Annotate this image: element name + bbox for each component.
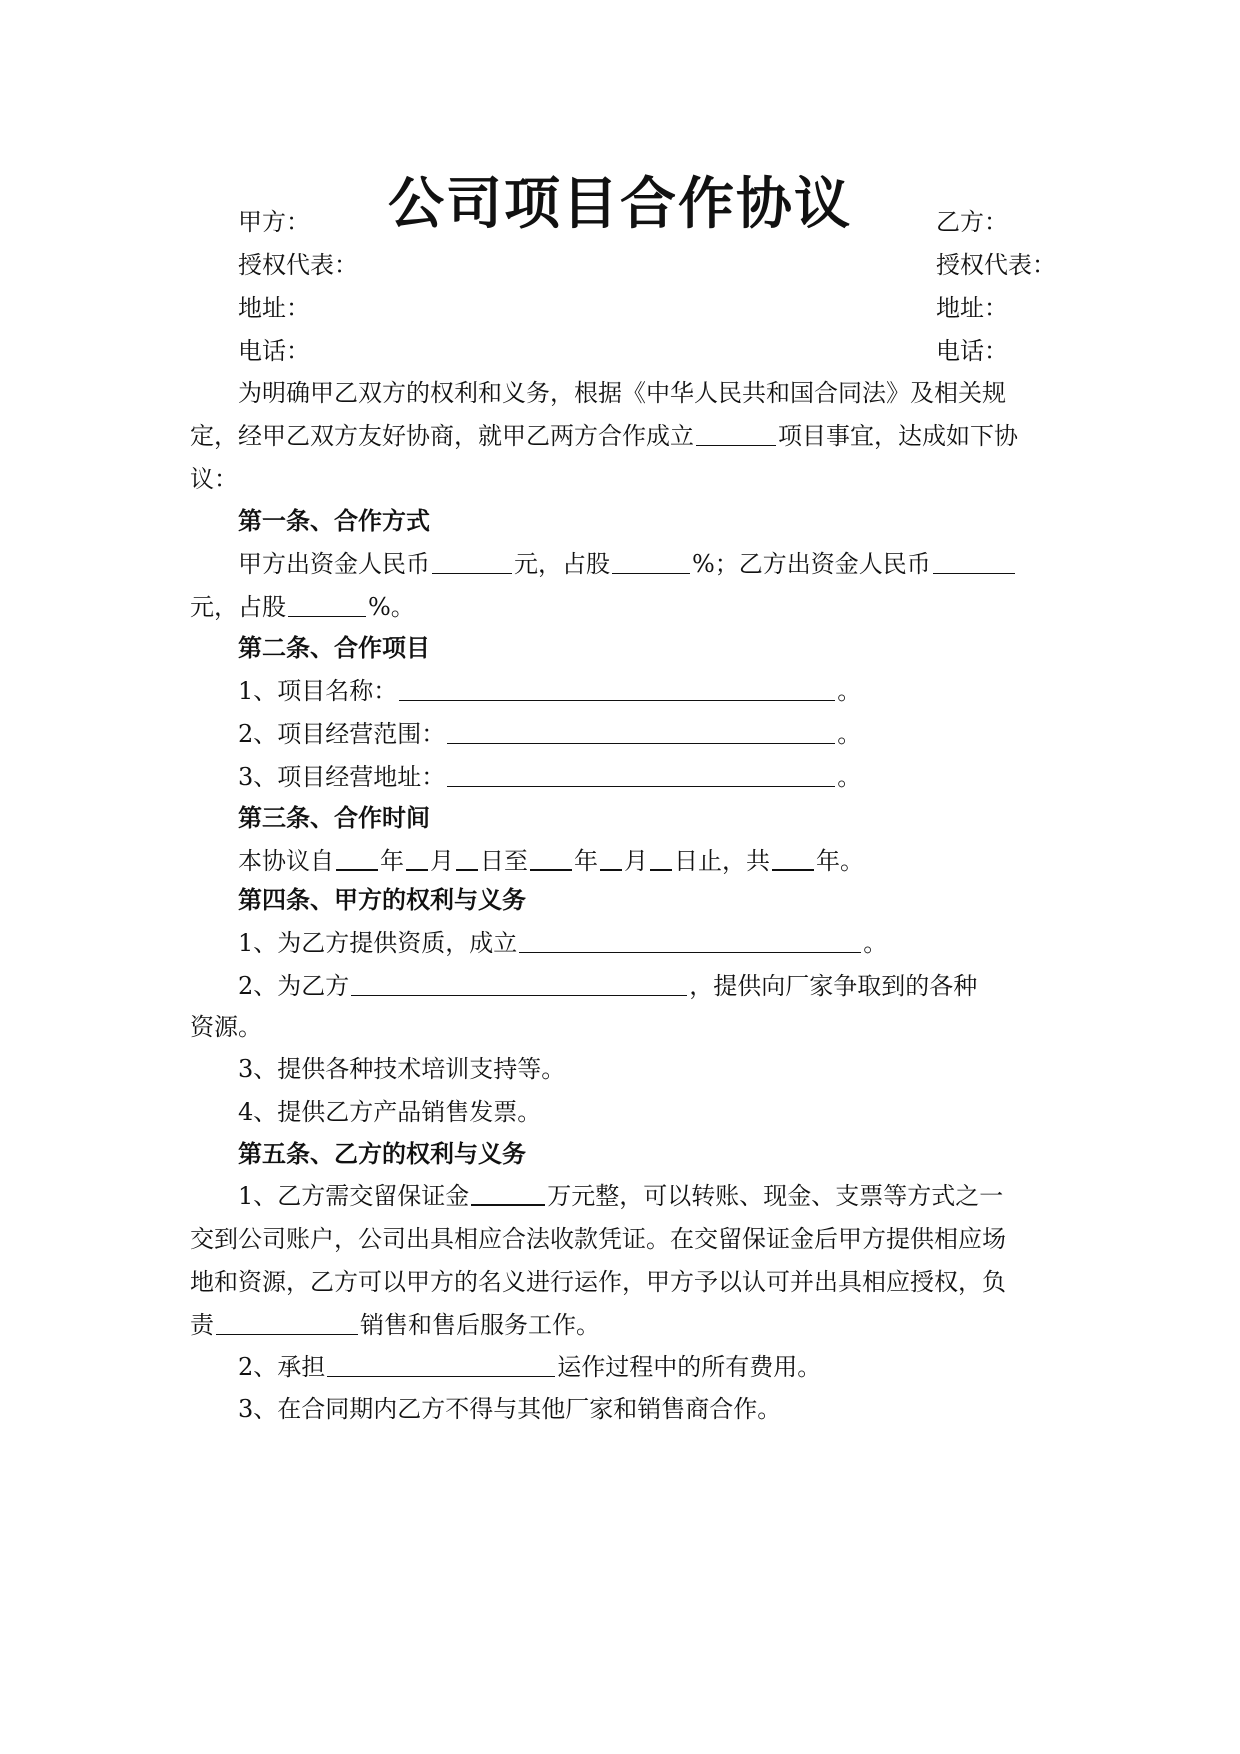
section-2-item-2 [238, 719, 1118, 749]
s1-text: 元，占股 [514, 550, 610, 578]
blank-establish[interactable] [519, 930, 861, 953]
party-row-name [238, 207, 1118, 237]
s5-text: 万元整，可以转账、现金、支票等方式之一 [547, 1182, 1004, 1210]
blank-sales-scope[interactable] [216, 1312, 358, 1335]
document-title: 公司项目合作协议 [388, 172, 852, 237]
blank-start-year[interactable] [336, 847, 378, 871]
blank-end-month[interactable] [600, 847, 622, 871]
blank-end-day[interactable] [650, 847, 672, 871]
blank-business-scope[interactable] [447, 721, 835, 744]
section-3-line-1 [238, 846, 1118, 876]
s5-text: 销售和售后服务工作。 [360, 1311, 600, 1339]
blank-total-years[interactable] [772, 847, 814, 871]
section-1-line-1 [238, 549, 1118, 579]
s2-text: 。 [837, 677, 862, 705]
section-5-item-1-line-3: 地和资源，乙方可以甲方的名义进行运作，甲方予以认可并出具相应授权，负 [190, 1268, 1006, 1296]
section-2-item-1 [238, 676, 1118, 706]
party-row-tel [238, 336, 1118, 366]
s5-text: 运作过程中的所有费用。 [557, 1353, 822, 1381]
s5-text: 1、乙方需交留保证金 [238, 1182, 470, 1210]
blank-end-year[interactable] [530, 847, 572, 871]
blank-start-day[interactable] [456, 847, 478, 871]
s2-text: 。 [837, 720, 862, 748]
section-3-heading: 第三条、合作时间 [238, 804, 430, 832]
s2-text: 2、项目经营范围： [238, 720, 446, 748]
section-4-item-4: 4、提供乙方产品销售发票。 [238, 1098, 542, 1126]
s1-text: %；乙方出资金人民币 [692, 550, 931, 578]
blank-deposit[interactable] [471, 1182, 545, 1206]
s4-text: 。 [863, 929, 888, 957]
party-b-tel: 电话： [936, 337, 1008, 365]
party-a-tel: 电话： [238, 337, 310, 365]
s3-text: 月 [430, 847, 454, 875]
s1-text: 甲方出资金人民币 [238, 550, 430, 578]
blank-project-name[interactable] [696, 423, 776, 446]
blank-start-month[interactable] [406, 847, 428, 871]
s2-text: 3、项目经营地址： [238, 763, 446, 791]
blank-cost-scope[interactable] [327, 1354, 555, 1377]
party-a-rep: 授权代表： [238, 251, 358, 279]
section-5-item-1-line-2: 交到公司账户，公司出具相应合法收款凭证。在交留保证金后甲方提供相应场 [190, 1225, 1006, 1253]
blank-a-share[interactable] [612, 551, 690, 574]
s4-text: 2、为乙方 [238, 972, 350, 1000]
s1-text: 元，占股 [190, 593, 286, 621]
section-5-item-2 [238, 1352, 1118, 1382]
s3-text: 年。 [816, 847, 864, 875]
section-1-line-2 [190, 592, 1070, 622]
s2-text: 1、项目名称： [238, 677, 398, 705]
s4-text: ，提供向厂家争取到的各种 [689, 972, 978, 1000]
section-5-item-1 [238, 1181, 1118, 1211]
blank-b-capital[interactable] [933, 551, 1015, 574]
party-a-addr: 地址： [238, 294, 310, 322]
party-b-addr: 地址： [936, 294, 1008, 322]
section-4-item-3: 3、提供各种技术培训支持等。 [238, 1055, 566, 1083]
party-b-label: 乙方： [936, 208, 1008, 236]
intro-text: 定，经甲乙双方友好协商，就甲乙两方合作成立 [190, 422, 694, 450]
s3-text: 年 [380, 847, 404, 875]
section-4-heading: 第四条、甲方的权利与义务 [238, 886, 526, 914]
intro-line-1: 为明确甲乙双方的权利和义务，根据《中华人民共和国合同法》及相关规 [238, 379, 1006, 407]
party-b-rep: 授权代表： [936, 251, 1056, 279]
section-1-heading: 第一条、合作方式 [238, 507, 430, 535]
section-4-item-1 [238, 928, 1118, 958]
section-5-heading: 第五条、乙方的权利与义务 [238, 1140, 526, 1168]
section-5-item-3: 3、在合同期内乙方不得与其他厂家和销售商合作。 [238, 1395, 782, 1423]
s5-text: 2、承担 [238, 1353, 326, 1381]
section-5-item-1-line-4 [190, 1310, 1070, 1340]
blank-project-title[interactable] [399, 678, 835, 701]
s3-text: 月 [624, 847, 648, 875]
section-4-item-2 [238, 971, 1118, 1001]
s3-text: 本协议自 [238, 847, 334, 875]
section-2-heading: 第二条、合作项目 [238, 634, 430, 662]
blank-a-capital[interactable] [432, 551, 512, 574]
intro-line-3: 议： [190, 465, 238, 493]
intro-line-2 [190, 421, 1070, 451]
intro-text: 项目事宜，达成如下协 [778, 422, 1018, 450]
blank-for-party-b[interactable] [351, 973, 687, 996]
s5-text: 责 [190, 1311, 214, 1339]
s3-text: 年 [574, 847, 598, 875]
party-row-rep [238, 250, 1118, 280]
section-2-item-3 [238, 762, 1118, 792]
blank-business-address[interactable] [447, 764, 835, 787]
party-a-label: 甲方： [238, 208, 310, 236]
s3-text: 日至 [480, 847, 528, 875]
s2-text: 。 [837, 763, 862, 791]
party-row-addr [238, 293, 1118, 323]
blank-b-share[interactable] [288, 594, 366, 617]
s3-text: 日止，共 [674, 847, 770, 875]
s1-text: %。 [368, 593, 415, 621]
section-4-item-2-cont: 资源。 [190, 1013, 262, 1041]
s4-text: 1、为乙方提供资质，成立 [238, 929, 518, 957]
